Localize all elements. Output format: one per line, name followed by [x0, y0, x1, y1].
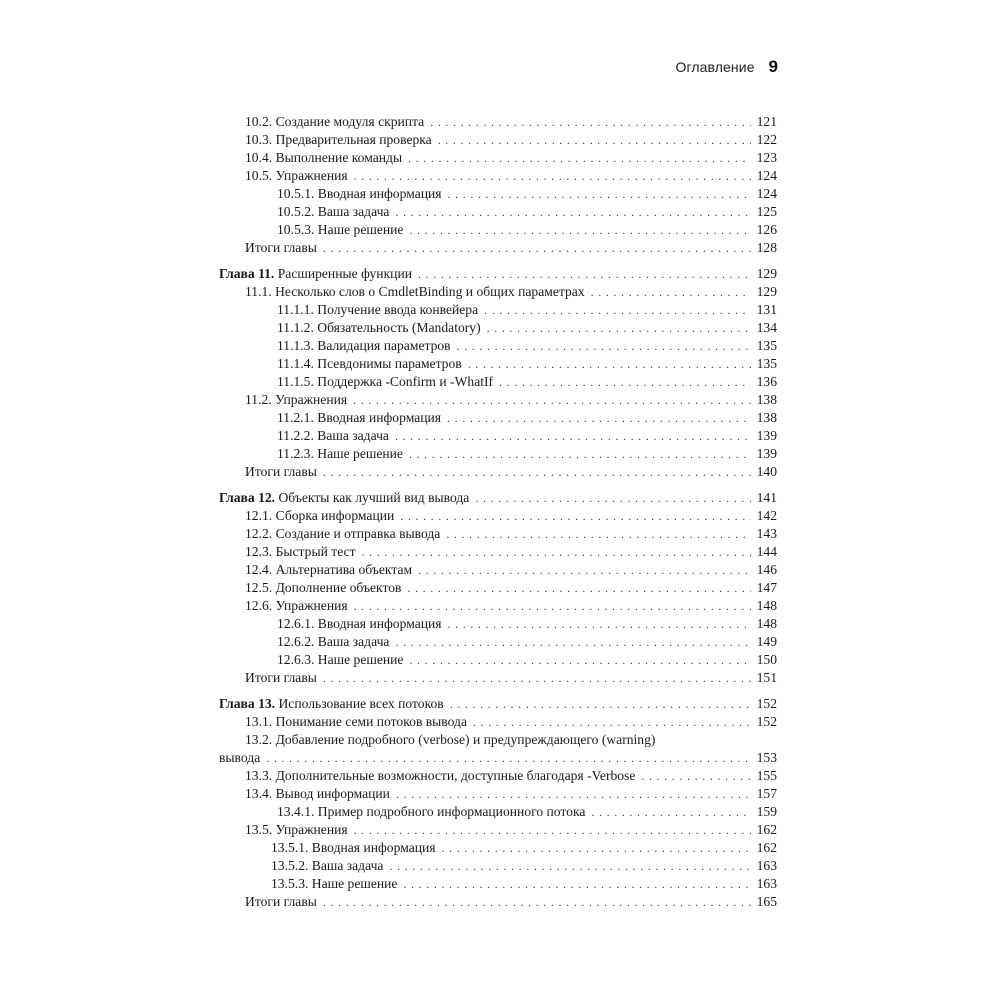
toc-page-number: 135 [756, 338, 777, 353]
toc-entry[interactable] [219, 239, 777, 257]
toc-entry[interactable] [219, 445, 777, 463]
toc-entry[interactable] [219, 203, 777, 221]
toc-entry[interactable] [219, 615, 777, 633]
toc-entry-title [245, 131, 432, 149]
entry-text: 13.5.3. Наше решение [271, 876, 398, 891]
toc-page-number: 138 [756, 392, 777, 407]
toc-chapter-entry[interactable] [219, 489, 777, 507]
toc-entry-title [277, 651, 403, 669]
dot-leader [403, 875, 751, 893]
entry-text: 11.1.5. Поддержка -Confirm и -WhatIf [277, 374, 494, 389]
dot-leader [591, 283, 751, 301]
dot-leader [447, 409, 751, 427]
toc-page-number: 148 [756, 616, 777, 631]
entry-text: 10.5. Упражнения [245, 168, 348, 183]
toc-entry-title [277, 301, 478, 319]
toc-entry-first-line: 13.2. Добавление подробного (verbose) и предупреждающего (warning) [245, 732, 656, 747]
toc-entry[interactable] [219, 507, 777, 525]
entry-text: 11.1.2. Обязательность (Mandatory) [277, 320, 481, 335]
dot-leader [323, 239, 751, 257]
toc-entry-title [245, 463, 317, 481]
toc-entry[interactable] [219, 131, 777, 149]
toc-page-number: 123 [756, 150, 777, 165]
entry-text: 11.1.3. Валидация параметров [277, 338, 451, 353]
toc-entry-title [245, 821, 348, 839]
entry-text: 11.1.1. Получение ввода конвейера [277, 302, 479, 317]
dot-leader [354, 167, 751, 185]
toc-entry[interactable] [219, 785, 777, 803]
toc-entry-title [245, 283, 585, 301]
entry-text: 12.5. Дополнение объектов [245, 580, 402, 595]
toc-entry[interactable] [219, 221, 777, 239]
toc-page-number: 162 [756, 840, 777, 855]
toc-entry-title [245, 149, 402, 167]
dot-leader [448, 185, 751, 203]
toc-page-number: 150 [756, 652, 777, 667]
entry-text: Итоги главы [245, 894, 317, 909]
toc-page-number: 153 [756, 750, 777, 765]
dot-leader [591, 803, 751, 821]
dot-leader [400, 507, 751, 525]
entry-text: Итоги главы [245, 670, 317, 685]
toc-entry[interactable] [219, 149, 777, 167]
entry-text: 12.4. Альтернатива объектам [245, 562, 413, 577]
dot-leader [487, 319, 751, 337]
toc-entry-title [245, 239, 317, 257]
toc-entry-title [245, 561, 412, 579]
toc-page-number: 134 [756, 320, 777, 335]
toc-entry[interactable] [219, 669, 777, 687]
toc-page-number: 155 [756, 768, 777, 783]
entry-text: Итоги главы [245, 464, 317, 479]
dot-leader [362, 543, 751, 561]
entry-text: 10.5.3. Наше решение [277, 222, 404, 237]
toc-entry-title [277, 203, 389, 221]
toc-page-number: 136 [756, 374, 777, 389]
dot-leader [323, 463, 751, 481]
toc-entry-title [277, 185, 442, 203]
toc-entry[interactable] [219, 579, 777, 597]
running-head-title: Оглавление [675, 59, 755, 75]
entry-text: Использование всех потоков [275, 696, 444, 711]
toc-chapter-group [219, 489, 777, 687]
toc-page-number: 128 [756, 240, 777, 255]
toc-page-number: 125 [756, 204, 777, 219]
dot-leader [409, 445, 751, 463]
toc-page-number: 141 [756, 490, 777, 505]
dot-leader [418, 561, 751, 579]
toc-entry[interactable] [219, 301, 777, 319]
entry-text: 10.3. Предварительная проверка [245, 132, 432, 147]
dot-leader [408, 149, 751, 167]
entry-text: 11.1.4. Псевдонимы параметров [277, 356, 462, 371]
entry-text: 10.4. Выполнение команды [245, 150, 403, 165]
entry-text: 13.5.1. Вводная информация [271, 840, 436, 855]
toc-page-number: 129 [756, 284, 777, 299]
toc-page-number: 129 [756, 266, 777, 281]
toc-entry[interactable] [219, 319, 777, 337]
toc-page-number: 163 [756, 876, 777, 891]
toc-chapter-entry[interactable] [219, 265, 777, 283]
toc-entry[interactable] [219, 373, 777, 391]
dot-leader [442, 839, 751, 857]
page-number: 9 [768, 57, 778, 76]
toc-entry-title [245, 543, 356, 561]
dot-leader [438, 131, 751, 149]
toc-entry[interactable] [219, 597, 777, 615]
toc-page-number: 152 [756, 714, 777, 729]
entry-text: Объекты как лучший вид вывода [275, 490, 470, 505]
chapter-label: Глава 13. [219, 696, 276, 711]
entry-text: 13.3. Дополнительные возможности, доступные благодаря -Verbose [245, 768, 636, 783]
toc-entry[interactable] [219, 857, 777, 875]
toc-entry-title [277, 355, 462, 373]
toc-entry-title [219, 695, 444, 713]
toc-page-number: 139 [756, 428, 777, 443]
toc-page-number: 143 [756, 526, 777, 541]
toc-entry[interactable] [219, 113, 777, 131]
toc-entry-title [277, 615, 442, 633]
toc-entry-title [271, 839, 436, 857]
dot-leader [641, 767, 751, 785]
toc-page-number: 157 [756, 786, 777, 801]
toc-page-number: 144 [756, 544, 777, 559]
toc-page-number: 139 [756, 446, 777, 461]
toc-entry-title [245, 579, 401, 597]
toc-entry-title [277, 221, 403, 239]
dot-leader [450, 695, 751, 713]
toc-page-number: 159 [756, 804, 777, 819]
toc-chapter-group [219, 265, 777, 481]
toc-entry[interactable] [219, 463, 777, 481]
toc-entry[interactable] [219, 651, 777, 669]
dot-leader [395, 633, 751, 651]
dot-leader [448, 615, 751, 633]
toc-entry[interactable] [219, 167, 777, 185]
dot-leader [484, 301, 751, 319]
entry-text: вывода [219, 750, 261, 765]
entry-text: 11.2. Упражнения [245, 392, 348, 407]
entry-text: 10.5.1. Вводная информация [277, 186, 442, 201]
toc-entry-title [245, 767, 635, 785]
toc-entry[interactable] [219, 713, 777, 731]
toc-entry-title [277, 319, 481, 337]
toc-page-number: 122 [756, 132, 777, 147]
entry-text: 11.1. Несколько слов о CmdletBinding и общих параметрах [245, 284, 585, 299]
toc-entry-title [271, 857, 383, 875]
toc-entry-title [219, 489, 469, 507]
toc-page-number: 140 [756, 464, 777, 479]
toc-page-number: 131 [756, 302, 777, 317]
toc-entry[interactable] [219, 185, 777, 203]
toc-page-number: 135 [756, 356, 777, 371]
toc-entry[interactable] [219, 525, 777, 543]
running-head [675, 57, 778, 77]
entry-text: Расширенные функции [274, 266, 413, 281]
toc-entry[interactable] [219, 875, 777, 893]
toc-entry-title [245, 113, 424, 131]
toc-page-number: 146 [756, 562, 777, 577]
dot-leader [353, 391, 751, 409]
chapter-label: Глава 11. [219, 266, 275, 281]
toc-entry[interactable] [219, 427, 777, 445]
toc-page-number: 124 [756, 168, 777, 183]
entry-text: 10.5.2. Ваша задача [277, 204, 390, 219]
toc-entry-title [245, 391, 347, 409]
entry-text: 12.3. Быстрый тест [245, 544, 356, 559]
toc-entry-title [277, 445, 403, 463]
dot-leader [323, 893, 751, 911]
toc-page-number: 138 [756, 410, 777, 425]
toc-entry[interactable] [219, 893, 777, 911]
toc-entry[interactable] [219, 803, 777, 821]
dot-leader [395, 427, 751, 445]
toc-chapter-group [219, 695, 777, 911]
toc-entry-title [277, 409, 441, 427]
toc-entry-title [245, 507, 394, 525]
entry-text: 11.2.1. Вводная информация [277, 410, 442, 425]
toc-page-number: 163 [756, 858, 777, 873]
toc-entry-title [277, 373, 493, 391]
toc-entry-title [277, 427, 389, 445]
entry-text: 12.2. Создание и отправка вывода [245, 526, 441, 541]
toc-page-number: 165 [756, 894, 777, 909]
dot-leader [389, 857, 751, 875]
dot-leader [430, 113, 751, 131]
toc-page-number: 162 [756, 822, 777, 837]
toc-entry-title [277, 633, 389, 651]
dot-leader [409, 651, 751, 669]
toc-entry[interactable] [219, 355, 777, 373]
entry-text: 13.5. Упражнения [245, 822, 348, 837]
entry-text: 13.4.1. Пример подробного информационного потока [277, 804, 586, 819]
table-of-contents [219, 113, 777, 919]
toc-entry-title [245, 167, 348, 185]
toc-chapter-entry[interactable] [219, 695, 777, 713]
toc-entry-title [245, 669, 317, 687]
toc-entry-title [245, 713, 467, 731]
toc-entry[interactable] [219, 821, 777, 839]
dot-leader [354, 821, 751, 839]
toc-entry[interactable] [219, 633, 777, 651]
entry-text: 11.2.2. Ваша задача [277, 428, 389, 443]
toc-entry[interactable] [219, 391, 777, 409]
toc-page-number: 121 [756, 114, 777, 129]
toc-entry[interactable] [219, 543, 777, 561]
toc-entry[interactable] [219, 283, 777, 301]
dot-leader [323, 669, 751, 687]
toc-chapter-group [219, 113, 777, 257]
toc-page-number: 147 [756, 580, 777, 595]
entry-text: 13.5.2. Ваша задача [271, 858, 384, 873]
toc-entry[interactable] [219, 561, 777, 579]
dot-leader [407, 579, 751, 597]
toc-entry-title [245, 893, 317, 911]
entry-text: 12.6.1. Вводная информация [277, 616, 442, 631]
toc-entry-title [277, 337, 451, 355]
entry-text: 12.1. Сборка информации [245, 508, 395, 523]
toc-entry-title [219, 265, 412, 283]
dot-leader [395, 203, 751, 221]
entry-text: 11.2.3. Наше решение [277, 446, 403, 461]
toc-entry-title [245, 785, 390, 803]
toc-entry-title [277, 803, 585, 821]
toc-page-number: 126 [756, 222, 777, 237]
toc-entry[interactable] [219, 409, 777, 427]
entry-text: Итоги главы [245, 240, 317, 255]
toc-page-number: 148 [756, 598, 777, 613]
toc-page-number: 152 [756, 696, 777, 711]
toc-entry[interactable] [219, 337, 777, 355]
dot-leader [396, 785, 751, 803]
toc-entry-title [245, 525, 440, 543]
dot-leader [473, 713, 751, 731]
toc-page-number: 151 [756, 670, 777, 685]
toc-entry[interactable] [219, 749, 777, 767]
toc-entry-title [219, 749, 260, 767]
toc-entry[interactable] [219, 839, 777, 857]
toc-entry-title [245, 597, 348, 615]
entry-text: 12.6.3. Наше решение [277, 652, 404, 667]
dot-leader [457, 337, 751, 355]
dot-leader [266, 749, 751, 767]
dot-leader [354, 597, 751, 615]
toc-entry-title [271, 875, 397, 893]
dot-leader [418, 265, 751, 283]
entry-text: 10.2. Создание модуля скрипта [245, 114, 425, 129]
entry-text: 13.1. Понимание семи потоков вывода [245, 714, 467, 729]
dot-leader [499, 373, 751, 391]
entry-text: 12.6. Упражнения [245, 598, 348, 613]
dot-leader [409, 221, 751, 239]
dot-leader [468, 355, 751, 373]
toc-entry[interactable] [219, 767, 777, 785]
toc-page-number: 142 [756, 508, 777, 523]
chapter-label: Глава 12. [219, 490, 276, 505]
dot-leader [475, 489, 751, 507]
dot-leader [446, 525, 751, 543]
toc-page-number: 124 [756, 186, 777, 201]
entry-text: 13.4. Вывод информации [245, 786, 390, 801]
entry-text: 12.6.2. Ваша задача [277, 634, 390, 649]
toc-page-number: 149 [756, 634, 777, 649]
